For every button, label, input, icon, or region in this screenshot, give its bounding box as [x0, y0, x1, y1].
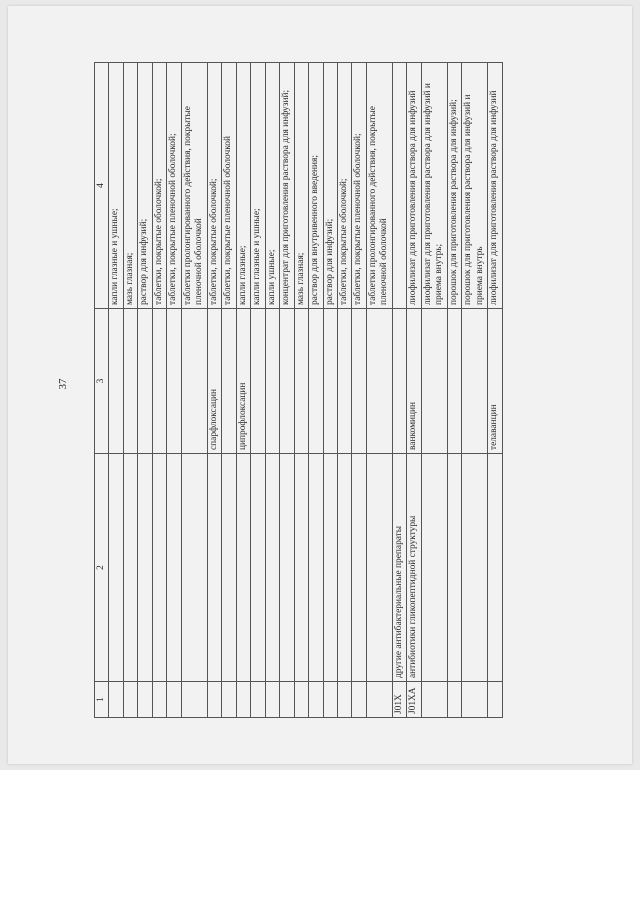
- cell-code: J01X: [392, 682, 406, 718]
- cell-drug: [323, 309, 337, 454]
- cell-code: [352, 682, 366, 718]
- cell-form: мазь глазная;: [123, 63, 137, 309]
- cell-name: [207, 454, 221, 682]
- table-row: [280, 63, 294, 718]
- cell-drug: ципрофлоксацин: [236, 309, 250, 454]
- cell-code: [181, 682, 207, 718]
- cell-form: мазь глазная;: [294, 63, 308, 309]
- table-body: [109, 63, 502, 718]
- cell-form: порошок для приготовления раствора для инфузий и приема внутрь: [462, 63, 488, 309]
- cell-name: [109, 454, 123, 682]
- cell-name: [167, 454, 181, 682]
- cell-name: [352, 454, 366, 682]
- cell-form: капли глазные;: [236, 63, 250, 309]
- cell-code: [265, 682, 279, 718]
- cell-form: таблетки пролонгированного действия, покрытые пленочной оболочкой: [366, 63, 392, 309]
- cell-drug: [181, 309, 207, 454]
- cell-drug: [222, 309, 236, 454]
- header-cell: 4: [95, 63, 109, 309]
- table-container: [94, 63, 500, 718]
- table-row: [109, 63, 123, 718]
- cell-drug: [337, 309, 351, 454]
- cell-form: раствор для инфузий;: [323, 63, 337, 309]
- cell-name: [222, 454, 236, 682]
- cell-form: порошок для приготовления раствора для инфузий;: [447, 63, 461, 309]
- cell-code: [109, 682, 123, 718]
- cell-drug: спарфлоксацин: [207, 309, 221, 454]
- cell-name: [366, 454, 392, 682]
- cell-form: капли ушные;: [265, 63, 279, 309]
- table-row: [407, 63, 421, 718]
- cell-code: [236, 682, 250, 718]
- cell-drug: [462, 309, 488, 454]
- cell-name: [251, 454, 265, 682]
- page-number: 37: [57, 378, 69, 390]
- cell-form: таблетки, покрытые оболочкой;: [152, 63, 166, 309]
- table-row: [236, 63, 250, 718]
- table-row: [323, 63, 337, 718]
- cell-form: таблетки пролонгированного действия, покрытые пленочной оболочкой: [181, 63, 207, 309]
- cell-name: [265, 454, 279, 682]
- cell-name: [447, 454, 461, 682]
- cell-drug: [392, 309, 406, 454]
- cell-name: [280, 454, 294, 682]
- cell-code: [421, 682, 447, 718]
- cell-name: [462, 454, 488, 682]
- cell-name: [488, 454, 502, 682]
- cell-name: [236, 454, 250, 682]
- table-row: [366, 63, 392, 718]
- table-row: [152, 63, 166, 718]
- cell-code: [152, 682, 166, 718]
- cell-name: [323, 454, 337, 682]
- cell-name: [421, 454, 447, 682]
- cell-form: [392, 63, 406, 309]
- cell-drug: [366, 309, 392, 454]
- cell-drug: ванкомицин: [407, 309, 421, 454]
- rotated-table-area: [94, 63, 500, 718]
- cell-drug: [280, 309, 294, 454]
- cell-code: [222, 682, 236, 718]
- header-cell: 1: [95, 682, 109, 718]
- cell-drug: [138, 309, 152, 454]
- table-row: [447, 63, 461, 718]
- cell-drug: [123, 309, 137, 454]
- table-row: [167, 63, 181, 718]
- cell-name: [309, 454, 323, 682]
- cell-code: [251, 682, 265, 718]
- header-row: [95, 63, 109, 718]
- cell-code: [366, 682, 392, 718]
- cell-code: [207, 682, 221, 718]
- cell-name: антибиотики гликопептидной структуры: [407, 454, 421, 682]
- cell-drug: [167, 309, 181, 454]
- table-row: [222, 63, 236, 718]
- table-row: [462, 63, 488, 718]
- table-row: [352, 63, 366, 718]
- cell-form: таблетки, покрытые пленочной оболочкой: [222, 63, 236, 309]
- header-cell: 2: [95, 454, 109, 682]
- cell-code: [294, 682, 308, 718]
- cell-code: [280, 682, 294, 718]
- cell-name: [123, 454, 137, 682]
- cell-drug: [309, 309, 323, 454]
- cell-form: лиофилизат для приготовления раствора для инфузий: [407, 63, 421, 309]
- cell-drug: [352, 309, 366, 454]
- table-row: [392, 63, 406, 718]
- cell-code: [123, 682, 137, 718]
- cell-form: таблетки, покрытые пленочной оболочкой;: [167, 63, 181, 309]
- cell-form: лиофилизат для приготовления раствора для инфузий и приема внутрь;: [421, 63, 447, 309]
- cell-form: раствор для инфузий;: [138, 63, 152, 309]
- cell-code: [323, 682, 337, 718]
- table-row: [251, 63, 265, 718]
- cell-code: J01XA: [407, 682, 421, 718]
- cell-code: [309, 682, 323, 718]
- cell-name: [138, 454, 152, 682]
- cell-form: лиофилизат для приготовления раствора для инфузий: [488, 63, 502, 309]
- cell-form: таблетки, покрытые пленочной оболочкой;: [352, 63, 366, 309]
- table-row: [309, 63, 323, 718]
- cell-drug: [421, 309, 447, 454]
- table-row: [138, 63, 152, 718]
- cell-name: [152, 454, 166, 682]
- cell-drug: [109, 309, 123, 454]
- table-row: [421, 63, 447, 718]
- cell-form: таблетки, покрытые оболочкой;: [207, 63, 221, 309]
- cell-drug: [251, 309, 265, 454]
- drug-list-table: [94, 62, 503, 718]
- cell-drug: [447, 309, 461, 454]
- cell-code: [138, 682, 152, 718]
- table-row: [123, 63, 137, 718]
- table-row: [181, 63, 207, 718]
- cell-form: таблетки, покрытые оболочкой;: [337, 63, 351, 309]
- cell-name: [294, 454, 308, 682]
- cell-code: [488, 682, 502, 718]
- header-cell: 3: [95, 309, 109, 454]
- cell-form: концентрат для приготовления раствора для инфузий;: [280, 63, 294, 309]
- table-row: [337, 63, 351, 718]
- table-row: [488, 63, 502, 718]
- cell-name: [337, 454, 351, 682]
- cell-code: [447, 682, 461, 718]
- cell-drug: [152, 309, 166, 454]
- cell-code: [337, 682, 351, 718]
- table-row: [294, 63, 308, 718]
- cell-name: [181, 454, 207, 682]
- cell-drug: [265, 309, 279, 454]
- cell-code: [462, 682, 488, 718]
- cell-code: [167, 682, 181, 718]
- cell-form: капли глазные и ушные;: [251, 63, 265, 309]
- cell-form: раствор для внутривенного введения;: [309, 63, 323, 309]
- cell-form: капли глазные и ушные;: [109, 63, 123, 309]
- cell-drug: телаванцин: [488, 309, 502, 454]
- cell-drug: [294, 309, 308, 454]
- table-row: [265, 63, 279, 718]
- cell-name: другие антибактериальные препараты: [392, 454, 406, 682]
- table-row: [207, 63, 221, 718]
